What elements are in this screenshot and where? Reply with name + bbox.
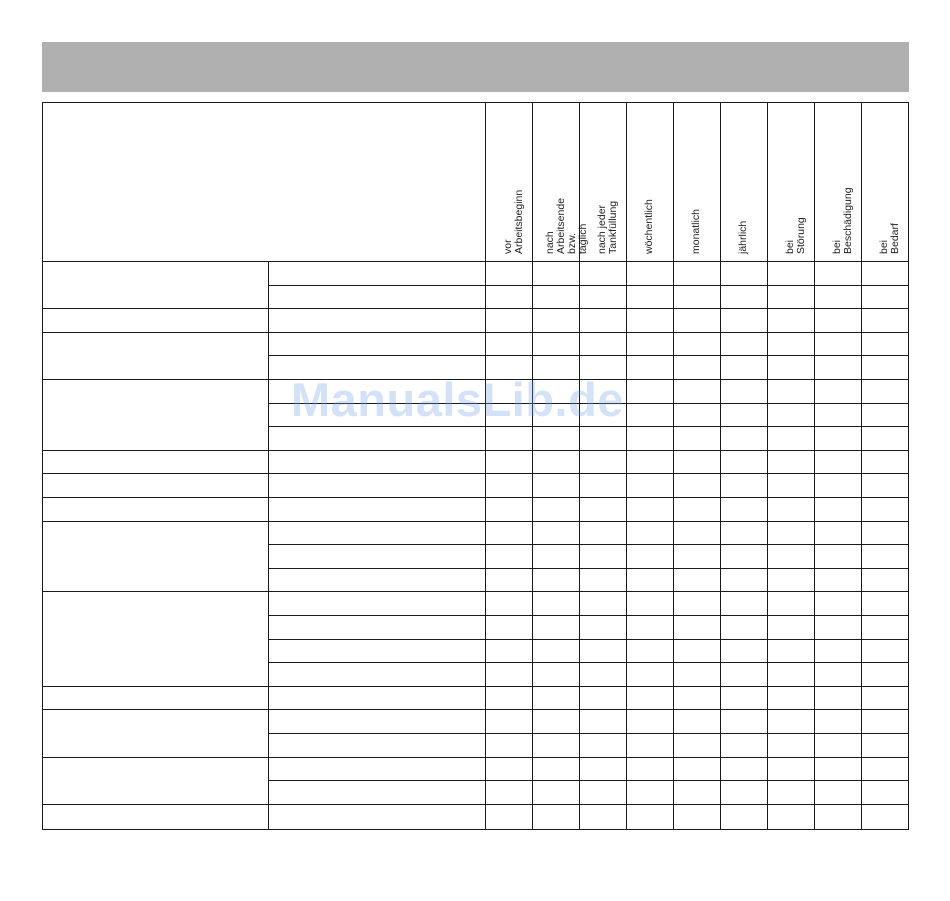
column-header-label: nach jeder Tankfüllung [596, 200, 619, 254]
column-header-label: bei Störung [784, 217, 807, 254]
column-header-label: vor Arbeitsbeginn [502, 189, 525, 254]
column-header-label: bei Beschädigung [831, 187, 854, 254]
maintenance-table [42, 102, 909, 830]
column-header-label: monatlich [690, 209, 702, 254]
column-header-label: bei Bedarf [878, 223, 901, 254]
table-grid [42, 102, 909, 830]
column-header-label: nach Arbeitsende bzw. täglich [543, 197, 589, 254]
header-bar [42, 42, 909, 92]
column-header-label: jährlich [737, 220, 749, 254]
table-border [43, 103, 909, 830]
watermark: ManualsLib.de [291, 373, 624, 426]
column-header-label: wöchentlich [643, 199, 655, 254]
